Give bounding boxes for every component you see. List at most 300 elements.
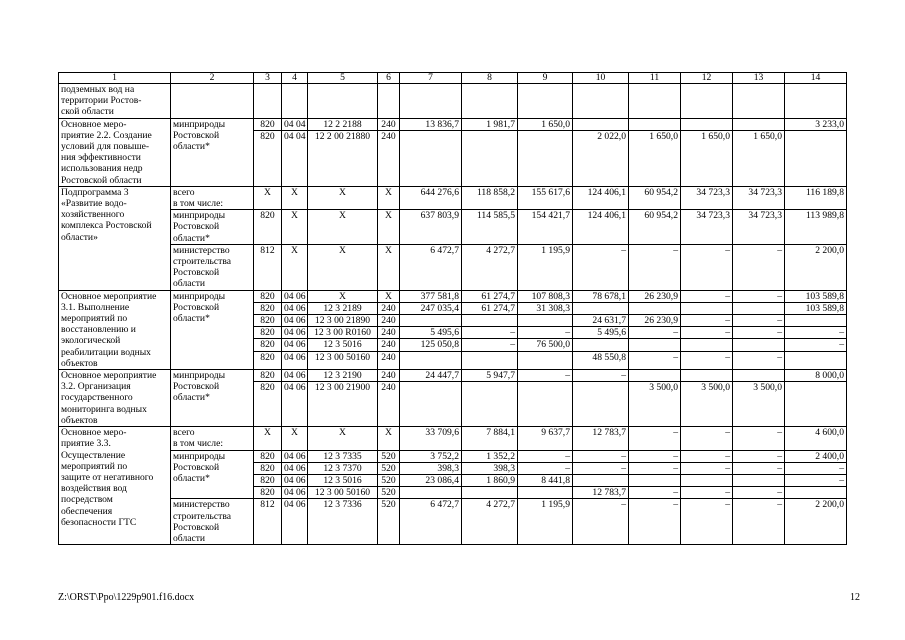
- value-cell: [733, 118, 785, 186]
- value-line: 240: [378, 339, 399, 351]
- value-line: [400, 351, 461, 363]
- value-cell: [629, 118, 681, 186]
- value-cell: [308, 186, 378, 209]
- value-line: 103 589,8: [785, 302, 846, 314]
- value-line: 1 981,7: [486, 118, 515, 130]
- value-line: 12 3 00 R0160: [308, 327, 377, 339]
- value-line: 820: [260, 370, 275, 382]
- value-cell: [629, 370, 681, 427]
- table-row: [59, 118, 847, 186]
- value-cell: [573, 370, 629, 427]
- value-line: [518, 382, 572, 394]
- value-cell: [733, 427, 785, 450]
- value-line: –: [565, 370, 570, 382]
- value-line: [573, 474, 628, 486]
- value-line: 113 989,8: [805, 210, 844, 222]
- value-cell: [282, 499, 308, 545]
- value-cell: [254, 370, 282, 427]
- value-cell: [629, 244, 681, 290]
- value-line: [629, 119, 680, 131]
- column-header: 1: [59, 73, 171, 84]
- value-line: 820: [254, 462, 281, 474]
- value-line: 1 650,0: [541, 118, 570, 130]
- column-header: 6: [378, 73, 400, 84]
- value-line: [629, 302, 680, 314]
- value-line: Х: [291, 244, 298, 256]
- value-line: 5 947,7: [486, 370, 515, 382]
- value-line: –: [629, 327, 680, 339]
- value-line: 04 06: [284, 370, 306, 382]
- value-line: 1 650,0: [629, 130, 680, 142]
- value-line: Х: [385, 186, 392, 198]
- value-line: [518, 351, 572, 363]
- value-line: 3 233,0: [815, 118, 844, 130]
- value-line: 520: [378, 474, 399, 486]
- value-cell: [254, 84, 282, 119]
- value-line: [462, 382, 517, 394]
- value-line: 1 650,0: [681, 130, 732, 142]
- value-cell: [378, 370, 400, 427]
- value-cell: [785, 450, 847, 499]
- value-line: 240: [381, 118, 396, 130]
- value-line: 116 189,8: [805, 186, 844, 198]
- column-header: 12: [681, 73, 733, 84]
- value-cell: [400, 499, 462, 545]
- value-line: 26 230,9: [644, 290, 678, 302]
- value-line: Х: [264, 186, 271, 198]
- table-row: [59, 370, 847, 427]
- table-row: [59, 210, 847, 245]
- value-line: Х: [291, 186, 298, 198]
- value-line: 103 589,8: [805, 290, 844, 302]
- executor-cell: всего в том числе:: [171, 186, 254, 209]
- value-line: 1 352,2: [486, 450, 515, 462]
- value-line: –: [725, 244, 730, 256]
- value-line: [629, 370, 680, 382]
- value-line: 240: [378, 302, 399, 314]
- column-header: 14: [785, 73, 847, 84]
- column-header: 3: [254, 73, 282, 84]
- value-cell: [378, 450, 400, 499]
- value-line: 34 723,3: [748, 210, 782, 222]
- value-line: 24 631,7: [573, 315, 628, 327]
- value-cell: [254, 450, 282, 499]
- value-cell: [400, 450, 462, 499]
- value-line: 1 195,9: [541, 244, 570, 256]
- value-line: 820: [254, 315, 281, 327]
- value-cell: [681, 450, 733, 499]
- value-line: 2 022,0: [573, 130, 628, 142]
- executor-cell: минприроды Ростовской области*: [171, 210, 254, 245]
- value-cell: [629, 186, 681, 209]
- value-line: 8 000,0: [815, 370, 844, 382]
- value-cell: [400, 210, 462, 245]
- value-cell: [629, 450, 681, 499]
- value-cell: [282, 186, 308, 209]
- value-cell: [308, 210, 378, 245]
- value-line: [785, 84, 846, 95]
- value-line: [681, 84, 732, 95]
- table-row: [59, 186, 847, 209]
- value-cell: [462, 427, 518, 450]
- value-line: 3 752,2: [430, 450, 459, 462]
- value-line: –: [621, 450, 626, 462]
- value-line: 3 500,0: [629, 382, 680, 394]
- value-line: –: [681, 462, 732, 474]
- value-line: 820: [254, 351, 281, 363]
- value-line: 12 2 2188: [323, 118, 362, 130]
- value-cell: [308, 118, 378, 186]
- value-cell: [785, 290, 847, 369]
- value-cell: [308, 370, 378, 427]
- value-cell: [681, 84, 733, 119]
- value-line: [681, 474, 732, 486]
- value-cell: [629, 290, 681, 369]
- value-cell: [573, 244, 629, 290]
- value-line: 240: [381, 370, 396, 382]
- value-line: 12 3 5016: [308, 339, 377, 351]
- value-line: [400, 315, 461, 327]
- value-line: 820: [260, 290, 275, 302]
- value-line: 9 637,7: [541, 427, 570, 439]
- value-line: –: [621, 370, 626, 382]
- value-line: 240: [378, 327, 399, 339]
- value-line: –: [777, 427, 782, 439]
- value-line: 12 783,7: [573, 487, 628, 499]
- value-cell: [518, 210, 573, 245]
- value-line: –: [725, 290, 730, 302]
- value-line: [462, 84, 517, 95]
- value-line: 12 3 2189: [308, 302, 377, 314]
- value-line: 820: [260, 118, 275, 130]
- value-line: 637 803,9: [420, 210, 459, 222]
- value-line: Х: [264, 427, 271, 439]
- value-line: 820: [254, 382, 281, 394]
- value-line: 8 441,8: [518, 474, 572, 486]
- value-cell: [573, 186, 629, 209]
- value-line: [282, 84, 307, 95]
- value-line: 48 550,8: [573, 351, 628, 363]
- value-line: Х: [339, 427, 346, 439]
- value-cell: [733, 244, 785, 290]
- value-line: –: [518, 462, 572, 474]
- value-cell: [681, 290, 733, 369]
- value-line: –: [673, 499, 678, 511]
- value-cell: [282, 118, 308, 186]
- table-row: [59, 290, 847, 369]
- value-cell: [378, 186, 400, 209]
- value-line: 155 617,6: [531, 186, 570, 198]
- value-cell: [462, 244, 518, 290]
- value-cell: [785, 499, 847, 545]
- value-line: –: [681, 487, 732, 499]
- value-line: 247 035,4: [400, 302, 461, 314]
- value-line: [681, 302, 732, 314]
- value-line: 13 836,7: [425, 118, 459, 130]
- value-line: Х: [385, 290, 392, 302]
- value-cell: [254, 186, 282, 209]
- value-cell: [462, 290, 518, 369]
- value-line: –: [462, 327, 517, 339]
- value-cell: [400, 370, 462, 427]
- value-line: 820: [254, 327, 281, 339]
- table-row: [59, 499, 847, 545]
- value-line: 12 3 00 21900: [308, 382, 377, 394]
- value-line: [518, 487, 572, 499]
- value-line: –: [733, 487, 784, 499]
- value-line: 812: [260, 244, 275, 256]
- value-line: [733, 339, 784, 351]
- value-line: 78 678,1: [592, 290, 626, 302]
- value-line: 12 3 7336: [323, 499, 362, 511]
- value-cell: [254, 118, 282, 186]
- value-cell: [282, 290, 308, 369]
- value-cell: [785, 244, 847, 290]
- value-cell: [400, 290, 462, 369]
- value-line: –: [733, 315, 784, 327]
- value-line: 04 06: [284, 339, 306, 351]
- value-line: –: [777, 290, 782, 302]
- value-cell: [462, 450, 518, 499]
- value-line: 12 3 2190: [323, 370, 362, 382]
- value-line: [785, 382, 846, 394]
- value-line: –: [733, 327, 784, 339]
- value-line: –: [621, 244, 626, 256]
- value-cell: [462, 118, 518, 186]
- value-line: 1 195,9: [541, 499, 570, 511]
- value-line: –: [629, 462, 680, 474]
- value-cell: [400, 427, 462, 450]
- value-line: [681, 339, 732, 351]
- value-cell: [681, 427, 733, 450]
- value-line: [785, 130, 846, 142]
- value-cell: [518, 450, 573, 499]
- value-line: 12 783,7: [592, 427, 626, 439]
- value-line: 34 723,3: [696, 186, 730, 198]
- value-line: 107 808,3: [531, 290, 570, 302]
- value-cell: [785, 210, 847, 245]
- value-cell: [681, 186, 733, 209]
- value-line: 04 06: [284, 474, 306, 486]
- value-line: –: [573, 462, 628, 474]
- value-cell: [785, 370, 847, 427]
- value-line: 60 954,2: [644, 186, 678, 198]
- value-line: [785, 487, 846, 499]
- value-line: –: [681, 315, 732, 327]
- value-cell: [462, 84, 518, 119]
- value-line: [629, 339, 680, 351]
- value-cell: [254, 210, 282, 245]
- value-line: [681, 119, 732, 131]
- value-cell: [518, 499, 573, 545]
- value-line: 5 495,6: [573, 327, 628, 339]
- value-line: 4 272,7: [486, 499, 515, 511]
- value-line: 60 954,2: [644, 210, 678, 222]
- value-line: 520: [378, 462, 399, 474]
- value-cell: [308, 84, 378, 119]
- value-line: –: [733, 462, 784, 474]
- value-cell: [573, 210, 629, 245]
- value-line: [518, 315, 572, 327]
- value-cell: [308, 290, 378, 369]
- value-line: [462, 315, 517, 327]
- value-line: [462, 351, 517, 363]
- value-line: 820: [254, 130, 281, 142]
- value-line: –: [777, 450, 782, 462]
- value-line: 04 06: [284, 290, 306, 302]
- executor-cell: минприроды Ростовской области*: [171, 118, 254, 186]
- value-cell: [681, 499, 733, 545]
- value-line: –: [725, 499, 730, 511]
- value-line: –: [777, 499, 782, 511]
- value-cell: [400, 118, 462, 186]
- value-line: 4 272,7: [486, 244, 515, 256]
- value-line: 04 06: [284, 487, 306, 499]
- column-header: 2: [171, 73, 254, 84]
- value-line: [573, 382, 628, 394]
- value-line: 04 06: [284, 499, 306, 511]
- value-line: 520: [381, 450, 396, 462]
- value-line: 2 200,0: [815, 244, 844, 256]
- budget-table: [58, 72, 847, 545]
- value-cell: [518, 186, 573, 209]
- value-cell: [573, 450, 629, 499]
- value-line: [733, 84, 784, 95]
- value-line: –: [629, 351, 680, 363]
- value-line: [400, 130, 461, 142]
- value-line: 1 650,0: [733, 130, 784, 142]
- executor-cell: минприроды Ростовской области*: [171, 370, 254, 427]
- value-cell: [308, 499, 378, 545]
- value-cell: [681, 118, 733, 186]
- column-header: 13: [733, 73, 785, 84]
- value-line: [400, 487, 461, 499]
- footer-page-number: 12: [850, 592, 860, 603]
- value-line: –: [565, 450, 570, 462]
- value-line: –: [785, 462, 846, 474]
- value-line: [462, 487, 517, 499]
- value-line: Х: [339, 290, 346, 302]
- value-cell: [254, 244, 282, 290]
- value-line: 04 06: [284, 450, 306, 462]
- column-header: 8: [462, 73, 518, 84]
- value-line: Х: [291, 210, 298, 222]
- value-line: Х: [339, 210, 346, 222]
- value-line: [573, 302, 628, 314]
- value-line: [785, 315, 846, 327]
- value-line: 04 04: [284, 130, 306, 142]
- value-line: –: [629, 487, 680, 499]
- executor-cell: министерство строительства Ростовской области: [171, 244, 254, 290]
- executor-cell: министерство строительства Ростовской области: [171, 499, 254, 545]
- value-line: 6 472,7: [430, 244, 459, 256]
- value-line: 398,3: [400, 462, 461, 474]
- column-header: 5: [308, 73, 378, 84]
- value-line: 398,3: [462, 462, 517, 474]
- value-line: 04 06: [284, 382, 306, 394]
- value-cell: [308, 450, 378, 499]
- program-name-cell: Подпрограмма 3 «Развитие водо- хозяйственного комплекса Ростовской области»: [59, 186, 171, 290]
- value-line: 377 581,8: [420, 290, 459, 302]
- value-line: [733, 474, 784, 486]
- value-line: Х: [339, 244, 346, 256]
- executor-cell: всего в том числе:: [171, 427, 254, 450]
- value-line: 1 860,9: [462, 474, 517, 486]
- value-line: 31 308,3: [518, 302, 572, 314]
- value-line: [629, 474, 680, 486]
- value-line: [733, 370, 784, 382]
- value-line: 820: [254, 487, 281, 499]
- value-line: –: [733, 351, 784, 363]
- value-cell: [400, 186, 462, 209]
- value-line: 520: [381, 499, 396, 511]
- value-line: 26 230,9: [629, 315, 680, 327]
- table-row: [59, 450, 847, 499]
- value-cell: [282, 370, 308, 427]
- value-cell: [518, 370, 573, 427]
- value-line: [308, 84, 377, 95]
- value-line: Х: [385, 244, 392, 256]
- value-line: 2 400,0: [815, 450, 844, 462]
- value-cell: [573, 84, 629, 119]
- value-line: 820: [254, 474, 281, 486]
- value-line: –: [785, 474, 846, 486]
- value-cell: [462, 370, 518, 427]
- value-cell: [254, 427, 282, 450]
- value-line: –: [673, 427, 678, 439]
- value-line: –: [621, 499, 626, 511]
- value-line: 124 406,1: [587, 186, 626, 198]
- value-line: Х: [339, 186, 346, 198]
- value-line: 04 06: [284, 315, 306, 327]
- value-line: 118 858,2: [476, 186, 515, 198]
- value-line: 34 723,3: [748, 186, 782, 198]
- value-cell: [629, 84, 681, 119]
- value-cell: [629, 499, 681, 545]
- value-line: –: [462, 339, 517, 351]
- footer-file-path: Z:\ORST\Ppo\1229p901.f16.docx: [58, 592, 195, 603]
- value-cell: [378, 290, 400, 369]
- value-line: 61 274,7: [481, 290, 515, 302]
- value-line: –: [777, 244, 782, 256]
- value-cell: [518, 427, 573, 450]
- value-line: [518, 130, 572, 142]
- value-line: 76 500,0: [518, 339, 572, 351]
- value-line: 820: [260, 210, 275, 222]
- value-line: [400, 84, 461, 95]
- table-row: [59, 244, 847, 290]
- value-line: Х: [385, 210, 392, 222]
- value-line: [400, 382, 461, 394]
- value-cell: [733, 499, 785, 545]
- value-line: 6 472,7: [430, 499, 459, 511]
- value-line: 4 600,0: [815, 427, 844, 439]
- value-line: [518, 84, 572, 95]
- value-line: 12 3 00 50160: [308, 487, 377, 499]
- value-line: 520: [378, 487, 399, 499]
- value-cell: [378, 499, 400, 545]
- value-line: 12 3 5016: [308, 474, 377, 486]
- value-cell: [681, 210, 733, 245]
- value-line: 2 200,0: [815, 499, 844, 511]
- value-line: [573, 119, 628, 131]
- value-line: –: [518, 327, 572, 339]
- value-cell: [785, 427, 847, 450]
- value-line: 3 500,0: [681, 382, 732, 394]
- value-line: 04 06: [284, 351, 306, 363]
- value-cell: [733, 84, 785, 119]
- value-cell: [378, 427, 400, 450]
